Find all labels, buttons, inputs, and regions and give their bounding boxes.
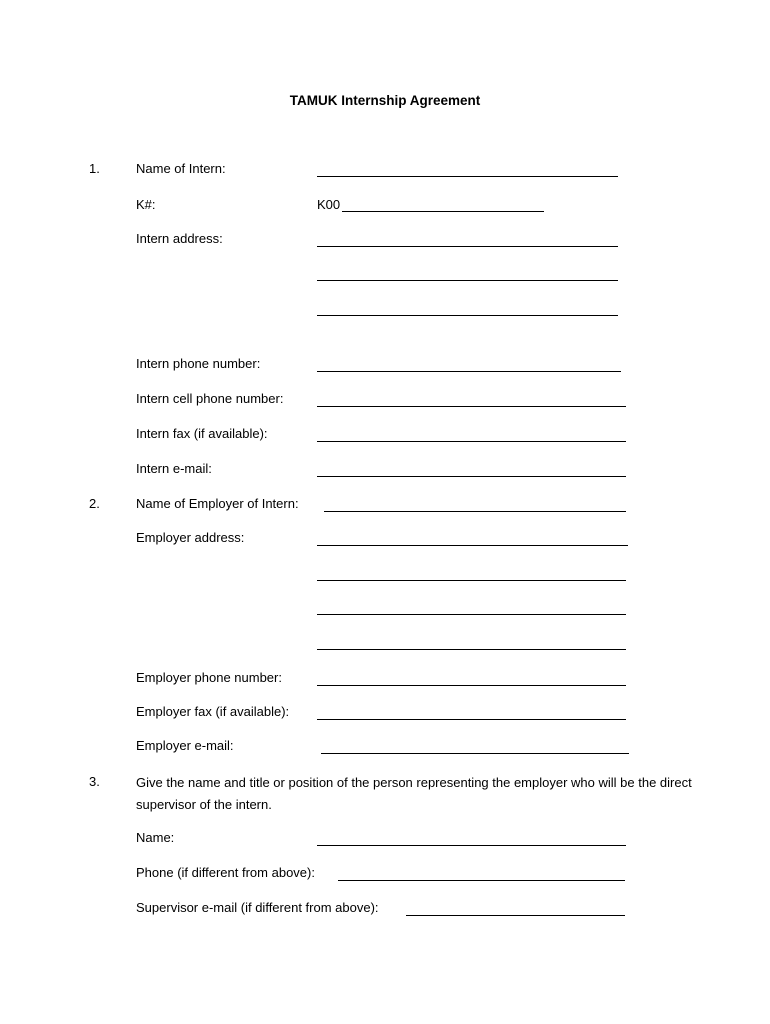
intern-email-field[interactable]: [317, 476, 626, 477]
intern-cell-field[interactable]: [317, 406, 626, 407]
section-1-number: 1.: [89, 161, 100, 176]
employer-email-label: Employer e-mail:: [136, 738, 234, 753]
k-number-label: K#:: [136, 197, 156, 212]
intern-address-line-3[interactable]: [317, 315, 618, 316]
intern-address-label: Intern address:: [136, 231, 223, 246]
employer-email-field[interactable]: [321, 753, 629, 754]
employer-address-line-2[interactable]: [317, 580, 626, 581]
supervisor-name-field[interactable]: [317, 845, 626, 846]
supervisor-phone-label: Phone (if different from above):: [136, 865, 315, 880]
intern-phone-label: Intern phone number:: [136, 356, 261, 371]
intern-address-line-2[interactable]: [317, 280, 618, 281]
employer-address-line-3[interactable]: [317, 614, 626, 615]
k-number-prefix: K00: [317, 197, 341, 212]
employer-fax-label: Employer fax (if available):: [136, 704, 290, 719]
employer-phone-label: Employer phone number:: [136, 670, 282, 685]
section-2-number: 2.: [89, 496, 100, 511]
intern-cell-label: Intern cell phone number:: [136, 391, 284, 406]
employer-address-line-1[interactable]: [317, 545, 628, 546]
supervisor-name-label: Name:: [136, 830, 175, 845]
k-number-field[interactable]: [342, 211, 544, 212]
employer-fax-field[interactable]: [317, 719, 626, 720]
supervisor-instructions: Give the name and title or position of the person representing the employer who will be the direct supervisor of the intern.: [136, 775, 692, 812]
intern-phone-field[interactable]: [317, 371, 621, 372]
employer-address-label: Employer address:: [136, 530, 245, 545]
employer-name-field[interactable]: [324, 511, 626, 512]
section-3-number: 3.: [89, 774, 100, 789]
intern-fax-label: Intern fax (if available):: [136, 426, 268, 441]
intern-address-line-1[interactable]: [317, 246, 618, 247]
intern-email-label: Intern e-mail:: [136, 461, 212, 476]
supervisor-email-field[interactable]: [406, 915, 625, 916]
employer-address-line-4[interactable]: [317, 649, 626, 650]
supervisor-phone-field[interactable]: [338, 880, 625, 881]
page-title: TAMUK Internship Agreement: [289, 93, 481, 108]
employer-name-label: Name of Employer of Intern:: [136, 496, 299, 511]
intern-name-label: Name of Intern:: [136, 161, 226, 176]
supervisor-email-label: Supervisor e-mail (if different from above):: [136, 900, 379, 915]
intern-name-field[interactable]: [317, 176, 618, 177]
intern-fax-field[interactable]: [317, 441, 626, 442]
employer-phone-field[interactable]: [317, 685, 626, 686]
